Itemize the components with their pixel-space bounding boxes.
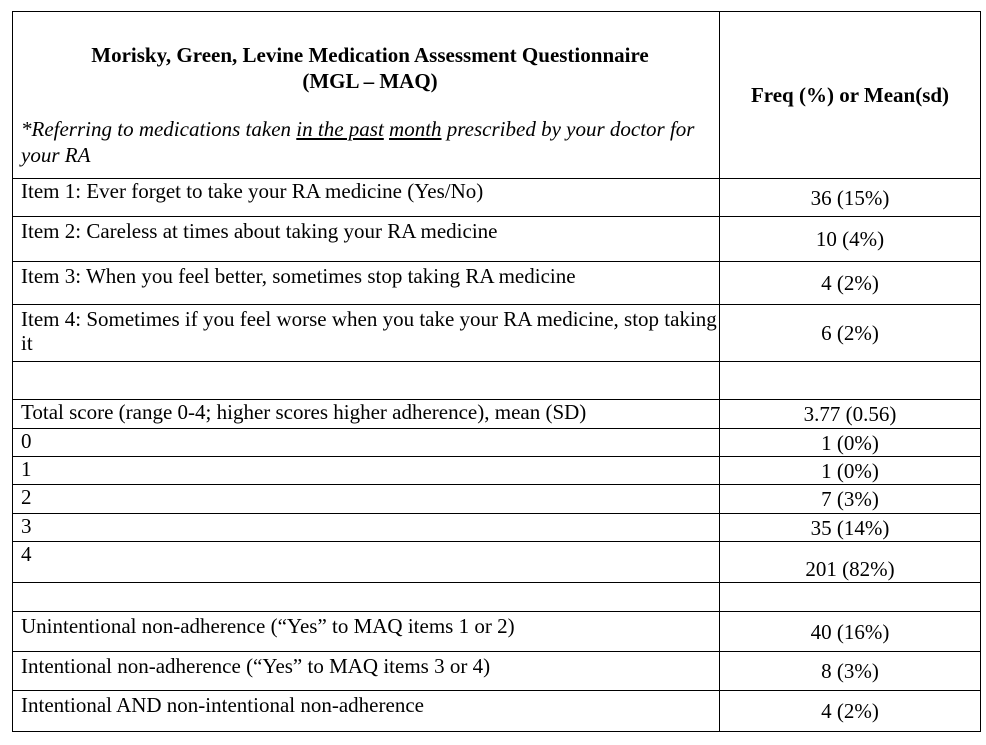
table-row (13, 612, 981, 652)
table-title (21, 42, 719, 94)
note-post: prescribed by your doctor for your RA (21, 117, 695, 167)
unintentional-label: Unintentional non-adherence (“Yes” to MAQ items 1 or 2) (13, 612, 720, 652)
total-score-value: 3.77 (0.56) (720, 400, 981, 429)
intentional-value: 8 (3%) (720, 652, 981, 691)
score-1-value: 1 (0%) (720, 457, 981, 485)
table-row (13, 429, 981, 457)
table-row (13, 485, 981, 514)
header-cell (13, 12, 720, 179)
table-row (13, 691, 981, 732)
item-1-value: 36 (15%) (720, 179, 981, 217)
score-4-value: 201 (82%) (720, 542, 981, 583)
header-row (13, 12, 981, 179)
item-4-value: 6 (2%) (720, 305, 981, 362)
col-header-freq: Freq (%) or Mean(sd) (720, 12, 981, 179)
item-3-value: 4 (2%) (720, 262, 981, 305)
score-0-label: 0 (13, 429, 720, 457)
unintentional-value: 40 (16%) (720, 612, 981, 652)
both-nonadherence-label: Intentional AND non-intentional non-adherence (13, 691, 720, 732)
note-underline-1: in the past (296, 117, 384, 141)
item-2-label: Item 2: Careless at times about taking your RA medicine (13, 217, 720, 262)
score-2-label: 2 (13, 485, 720, 514)
note-underline-2: month (389, 117, 442, 141)
table-row (13, 542, 981, 583)
table-row (13, 305, 981, 362)
intentional-label: Intentional non-adherence (“Yes” to MAQ items 3 or 4) (13, 652, 720, 691)
spacer-row (13, 362, 981, 400)
item-3-label: Item 3: When you feel better, sometimes stop taking RA medicine (13, 262, 720, 305)
score-0-value: 1 (0%) (720, 429, 981, 457)
score-3-value: 35 (14%) (720, 514, 981, 542)
item-4-label: Item 4: Sometimes if you feel worse when you take your RA medicine, stop taking it (13, 305, 720, 362)
item-2-value: 10 (4%) (720, 217, 981, 262)
spacer-row (13, 583, 981, 612)
item-1-label: Item 1: Ever forget to take your RA medicine (Yes/No) (13, 179, 720, 217)
table-row (13, 457, 981, 485)
title-line1: Morisky, Green, Levine Medication Assessment Questionnaire (91, 43, 649, 67)
table-row (13, 262, 981, 305)
table-note (21, 116, 719, 168)
title-line2: (MGL – MAQ) (302, 69, 438, 93)
total-score-label: Total score (range 0-4; higher scores higher adherence), mean (SD) (13, 400, 720, 429)
table-row (13, 514, 981, 542)
score-1-label: 1 (13, 457, 720, 485)
score-3-label: 3 (13, 514, 720, 542)
score-2-value: 7 (3%) (720, 485, 981, 514)
table-row (13, 400, 981, 429)
table-row (13, 217, 981, 262)
mgl-maq-table (12, 11, 981, 732)
table-row (13, 179, 981, 217)
both-nonadherence-value: 4 (2%) (720, 691, 981, 732)
score-4-label: 4 (13, 542, 720, 583)
note-pre: *Referring to medications taken (21, 117, 297, 141)
table-row (13, 652, 981, 691)
